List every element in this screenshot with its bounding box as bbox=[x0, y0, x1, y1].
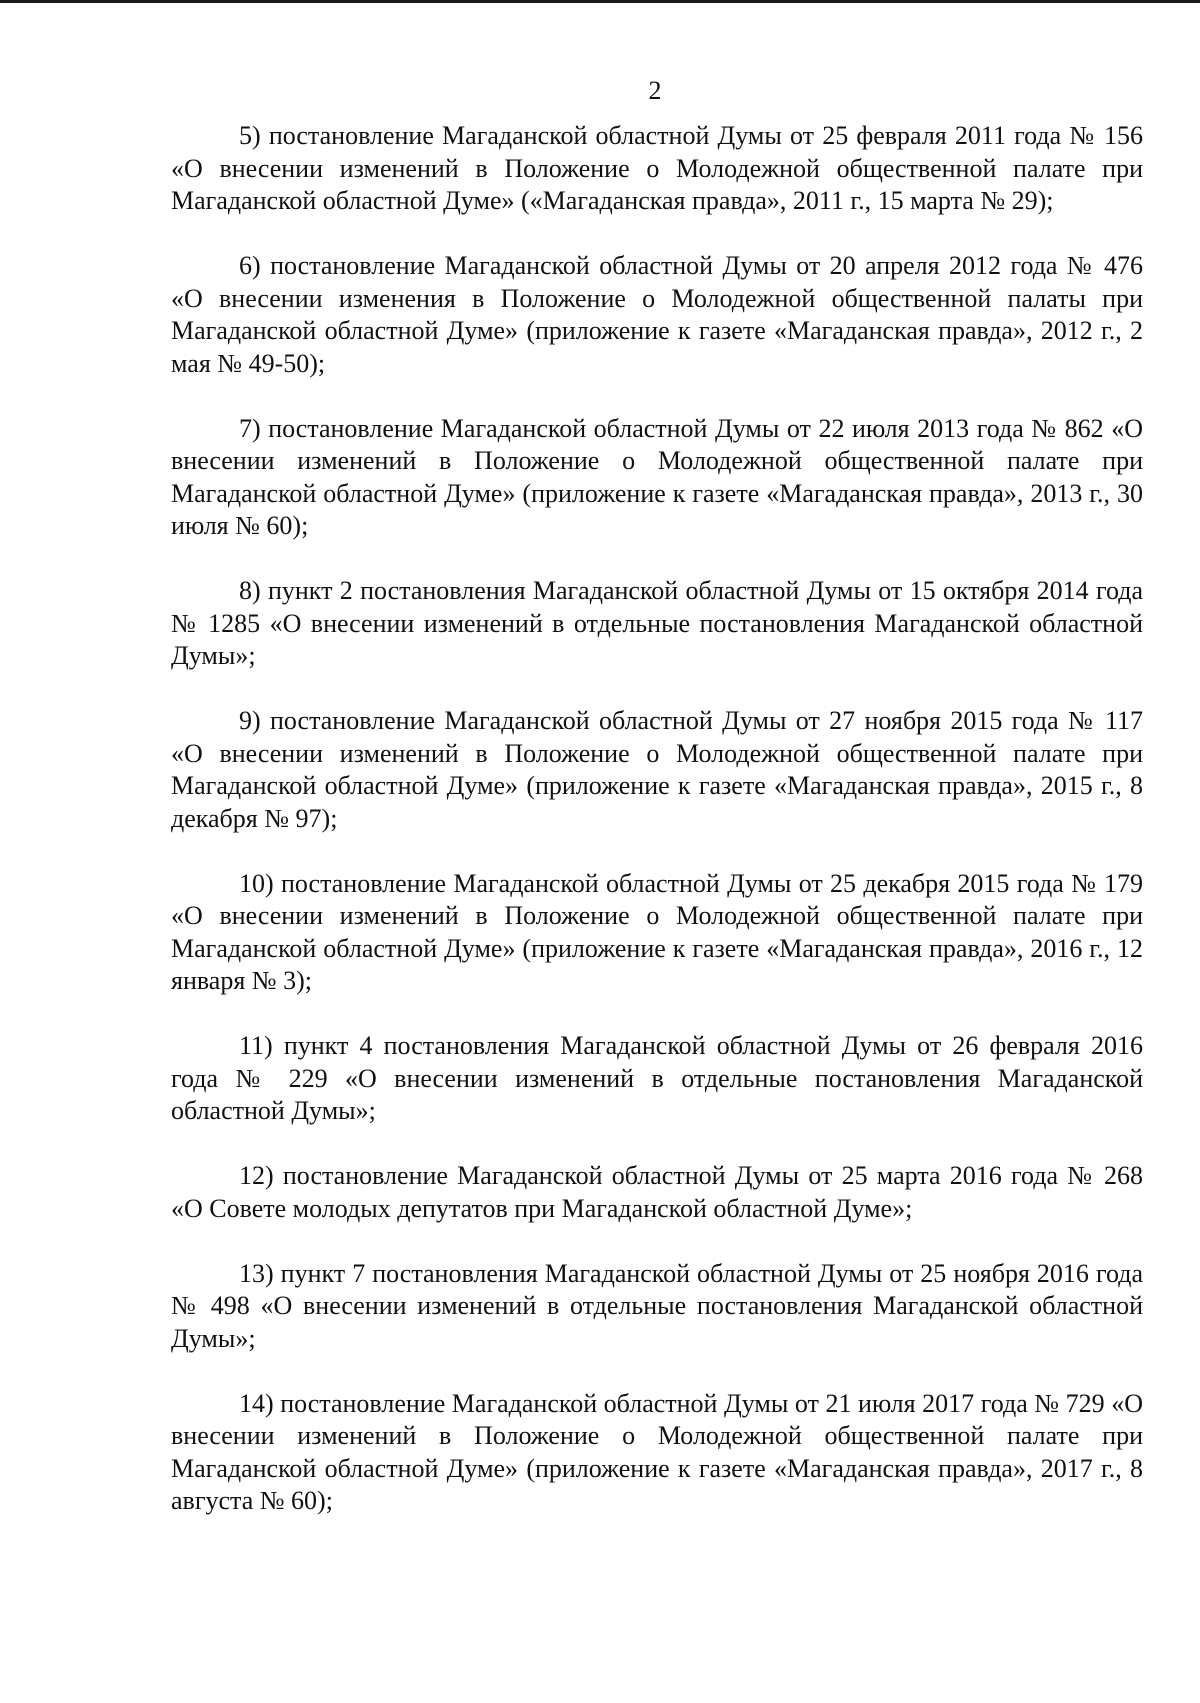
document-body bbox=[171, 120, 1143, 1518]
page-top-edge-line bbox=[0, 0, 1200, 3]
list-item-11: 11) пункт 4 постановления Магаданской областной Думы от 26 февраля 2016 года № 229 «О внесении изменений в отдельные постановления Магаданской областной Думы»; bbox=[171, 1031, 1143, 1125]
list-item-10: 10) постановление Магаданской областной Думы от 25 декабря 2015 года № 179 «О внесении изменений в Положение о Молодежной общественной палате при Магаданской областной Думе» (приложение к газете «Магаданская правда», 2016 г., 12 января № 3); bbox=[171, 868, 1143, 995]
list-item-12: 12) постановление Магаданской областной Думы от 25 марта 2016 года № 268 «О Совете молодых депутатов при Магаданской областной Думе»; bbox=[171, 1161, 1143, 1223]
list-item-7: 7) постановление Магаданской областной Думы от 22 июля 2013 года № 862 «О внесении изменений в Положение о Молодежной общественной палате при Магаданской областной Думе» (приложение к газете «Магаданская правда», 2013 г., 30 июля № 60); bbox=[171, 413, 1143, 540]
list-item-5: 5) постановление Магаданской областной Думы от 25 февраля 2011 года № 156 «О внесении изменений в Положение о Молодежной общественной палате при Магаданской областной Думе» («Магаданская правда», 2011 г., 15 марта № 29); bbox=[171, 121, 1143, 215]
page-number: 2 bbox=[648, 76, 662, 105]
list-item-14: 14) постановление Магаданской областной Думы от 21 июля 2017 года № 729 «О внесении изменений в Положение о Молодежной общественной палате при Магаданской областной Думе» (приложение к газете «Магаданская правда», 2017 г., 8 августа № 60); bbox=[171, 1388, 1143, 1515]
list-item-13: 13) пункт 7 постановления Магаданской областной Думы от 25 ноября 2016 года № 498 «О внесении изменений в отдельные постановления Магаданской областной Думы»; bbox=[171, 1258, 1143, 1353]
list-item-9: 9) постановление Магаданской областной Думы от 27 ноября 2015 года № 117 «О внесении изменений в Положение о Молодежной общественной палате при Магаданской областной Думе» (приложение к газете «Магаданская правда», 2015 г., 8 декабря № 97); bbox=[171, 706, 1143, 833]
list-item-8: 8) пункт 2 постановления Магаданской областной Думы от 15 октября 2014 года № 1285 «О внесении изменений в отдельные постановления Магаданской областной Думы»; bbox=[171, 576, 1143, 670]
list-item-6: 6) постановление Магаданской областной Думы от 20 апреля 2012 года № 476 «О внесении изменения в Положение о Молодежной общественной палаты при Магаданской областной Думе» (приложение к газете «Магаданская правда», 2012 г., 2 мая № 49-50); bbox=[171, 251, 1143, 378]
